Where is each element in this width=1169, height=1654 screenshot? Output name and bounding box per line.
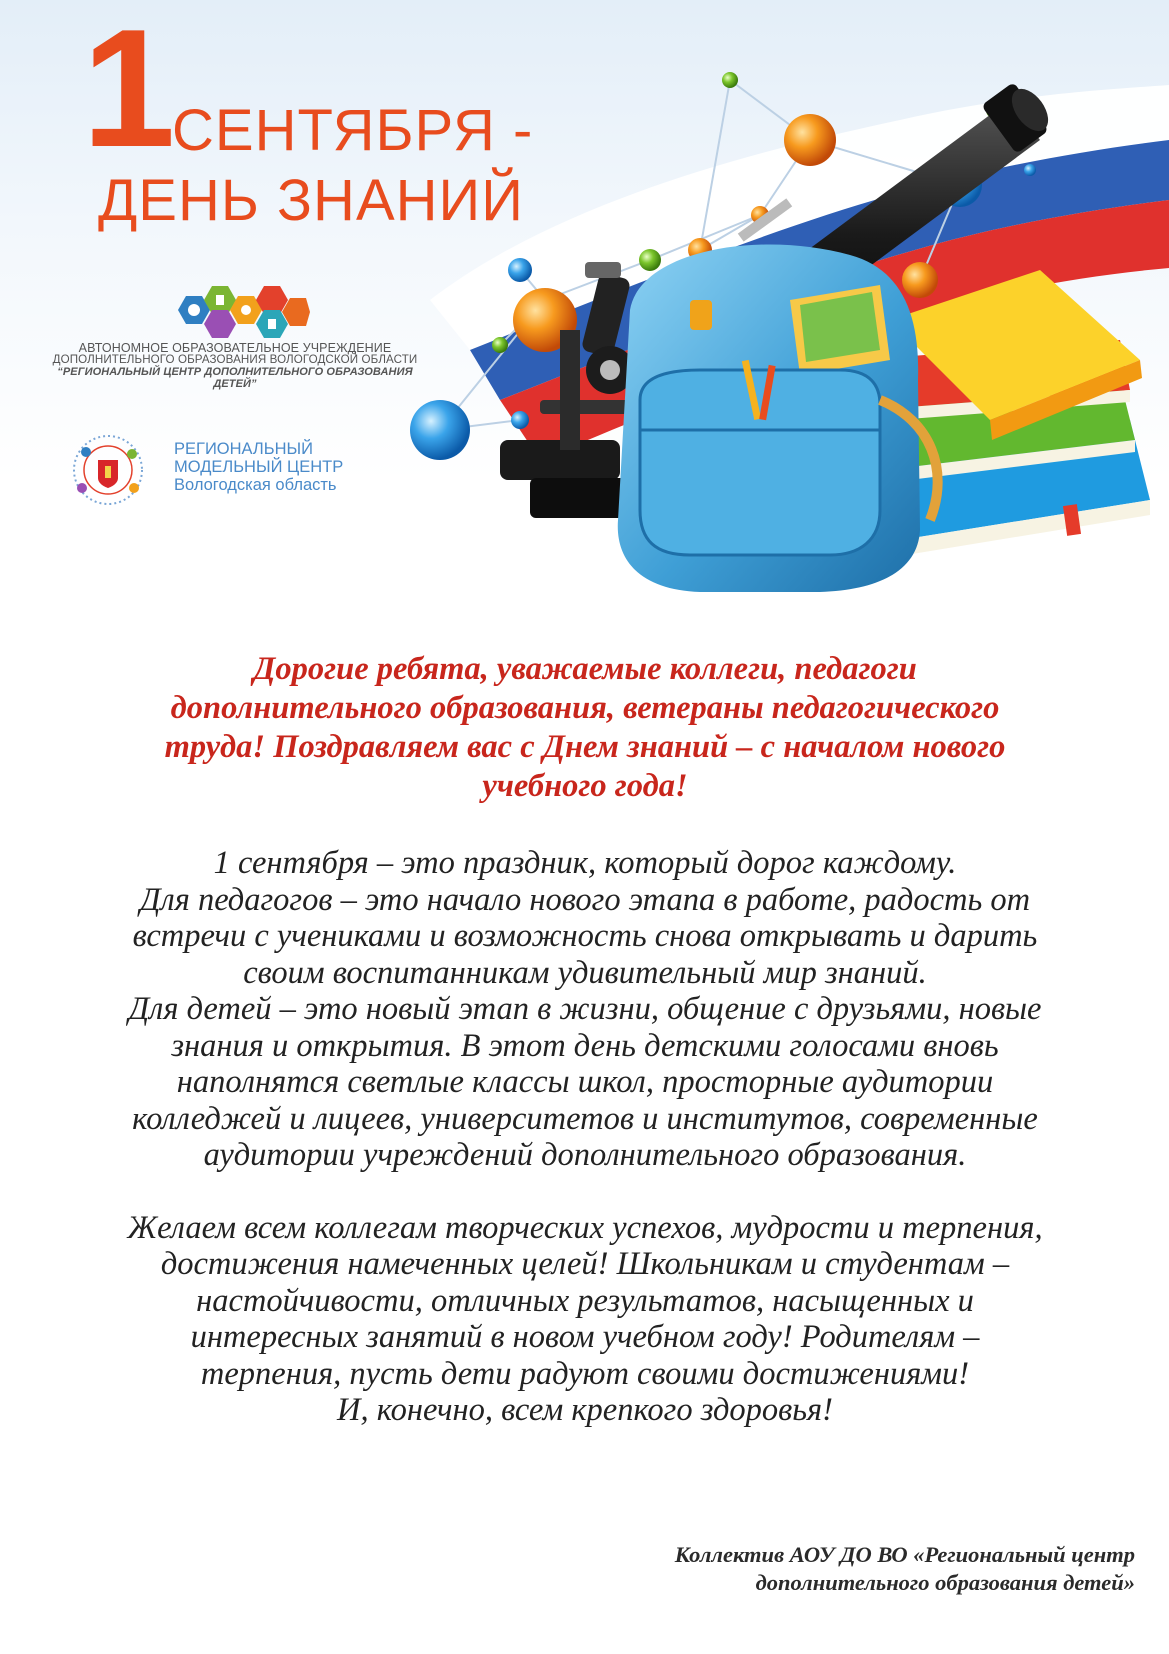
greeting-line: труда! Поздравляем вас с Днем знаний – с началом нового [164,729,1006,765]
signature-line-1: Коллектив АОУ ДО ВО «Региональный центр [674,1542,1135,1567]
paragraph-2-line: достижения намеченных целей! Школьникам и студентам – [160,1246,1010,1282]
organization-name-line-1: АВТОНОМНОЕ ОБРАЗОВАТЕЛЬНОЕ УЧРЕЖДЕНИЕ [78,341,392,355]
paragraph-1-line: знания и открытия. В этот день детскими голосами вновь [171,1027,999,1064]
paragraph-1-line: Для детей – это новый этап в жизни, общение с друзьями, новые [128,991,1042,1027]
regional-center-line-1: РЕГИОНАЛЬНЫЙ [174,440,313,458]
paragraph-1-line: колледжей и лицеев, университетов и институтов, современные [132,1100,1038,1137]
paragraph-1-line: 1 сентября – это праздник, который дорог каждому. [213,845,957,881]
greeting-line: Дорогие ребята, уважаемые коллеги, педагоги [253,651,917,687]
regional-center-line-2: МОДЕЛЬНЫЙ ЦЕНТР [174,458,344,476]
paragraph-1-line: аудитории учреждений дополнительного образования. [203,1137,967,1173]
school-backpack-icon [618,244,938,592]
title-big-number: 1 [82,0,172,182]
title-line-1: СЕНТЯБРЯ - [172,98,534,163]
greeting-line: дополнительного образования, ветераны педагогического [170,690,1000,726]
paragraph-1-line: своим воспитанникам удивительный мир знаний. [243,954,927,991]
page-title [98,96,534,236]
paragraph-2-line: Желаем всем коллегам творческих успехов, мудрости и терпения, [127,1209,1043,1246]
hexagon-logo-icon [160,282,310,340]
paragraph-2-line: И, конечно, всем крепкого здоровья! [336,1392,833,1428]
regional-center-line-3: Вологодская область [174,476,337,494]
signature [675,1541,1135,1597]
paragraph-1-line: наполнятся светлые классы школ, просторные аудитории [176,1064,994,1100]
organization-logo [40,282,430,390]
region-emblem-icon [62,430,154,510]
congratulation-body [40,845,1130,1429]
paragraph-spacer [40,1174,1130,1210]
greeting-line: учебного года! [482,768,688,804]
paragraph-2-line: терпения, пусть дети радуют своими достижениями! [200,1355,970,1392]
organization-name-line-3: “РЕГИОНАЛЬНЫЙ ЦЕНТР ДОПОЛНИТЕЛЬНОГО ОБРАЗОВАНИЯ ДЕТЕЙ” [57,366,413,390]
greeting-heading [60,650,1110,806]
paragraph-2-line: интересных занятий в новом учебном году! Родителям – [190,1319,980,1355]
signature-line-2: дополнительного образования детей» [755,1570,1135,1595]
paragraph-2-line: настойчивости, отличных результатов, насыщенных и [196,1282,974,1319]
paragraph-1-line: Для педагогов – это начало нового этапа в работе, радость от [139,881,1031,918]
title-line-2: ДЕНЬ ЗНАНИЙ [98,168,524,233]
paragraph-1-line: встречи с учениками и возможность снова открывать и дарить [132,918,1038,954]
organization-name-line-2: ДОПОЛНИТЕЛЬНОГО ОБРАЗОВАНИЯ ВОЛОГОДСКОЙ ОБЛАСТИ [52,353,418,366]
